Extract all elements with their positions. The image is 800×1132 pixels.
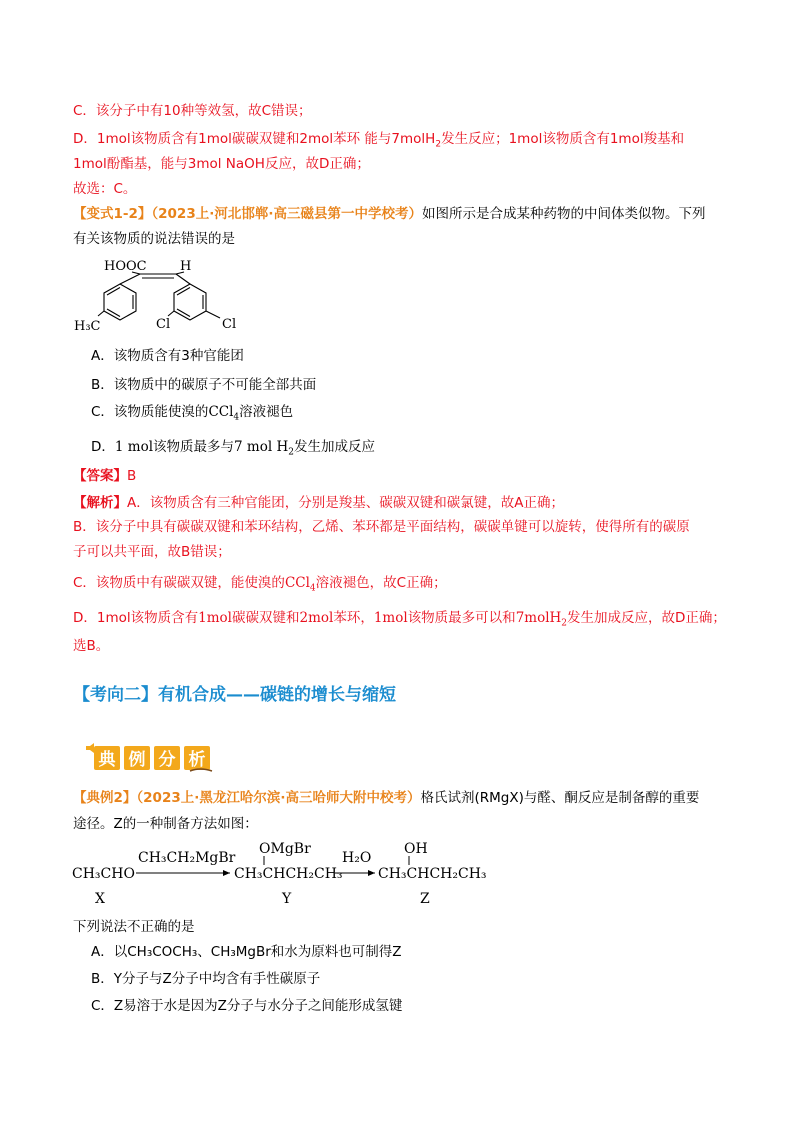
intermediate-substituent: OMgBr [259, 841, 311, 857]
svg-text:析: 析 [188, 750, 206, 770]
product-z: CH₃CHCH₂CH₃ [378, 866, 487, 882]
text-choose: 故选：C。 [73, 181, 137, 197]
example-2-stem: 【典例2】（2023上·黑龙江哈尔滨·高三哈师大附中校考）格氏试剂(RMgX)与醛、酮反应是制备醇的重要 [73, 790, 700, 806]
svg-text:分: 分 [158, 750, 176, 770]
label-z: Z [420, 891, 430, 907]
analysis-choose: 选B。 [73, 638, 110, 654]
example-2-option-c: C．Z易溶于水是因为Z分子与水分子之间能形成氢键 [91, 998, 403, 1014]
example-2-stem3: 下列说法不正确的是 [73, 919, 195, 935]
reagent-grignard: CH₃CH₂MgBr [138, 850, 236, 866]
text-d-line1: D．1mol该物质含有1mol碳碳双键和2mol苯环 能与7molH$_2$发生反应；1mol该物质含有1mol羧基和 [73, 131, 685, 150]
structure-h-label: H [180, 259, 192, 274]
question-1-2-stem2: 有关该物质的说法错误的是 [73, 231, 235, 247]
example-2-stem2: 途径。Z的一种制备方法如图： [73, 816, 258, 832]
example-2-option-a: A．以CH₃COCH₃、CH₃MgBr和水为原料也可制得Z [91, 944, 402, 960]
label-y: Y [282, 891, 292, 907]
option-d: D．1 mol该物质最多与7 mol $H_2$发生加成反应 [91, 439, 375, 458]
analysis-a: 【解析】A．该物质含有三种官能团，分别是羧基、碳碳双键和碳氯键，故A正确； [73, 495, 564, 511]
example-2-option-b: B．Y分子与Z分子中均含有手性碳原子 [91, 971, 321, 987]
reactant-x: CH₃CHO [72, 866, 135, 882]
example-analysis-badge [84, 740, 214, 774]
option-c: C．该物质能使溴的CCl$_4$溶液褪色 [91, 404, 294, 423]
structure-ch3-label: H₃C [74, 319, 101, 334]
answer-line: 【答案】B [73, 468, 137, 484]
svg-text:典: 典 [98, 750, 116, 770]
option-b: B．该物质中的碳原子不可能全部共面 [91, 377, 317, 393]
product-substituent: OH [404, 841, 428, 857]
reagent-water: H₂O [342, 850, 372, 866]
analysis-c: C．该物质中有碳碳双键，能使溴的CCl$_4$溶液褪色，故C正确； [73, 575, 447, 594]
analysis-d: D．1mol该物质含有1mol碳碳双键和2mol苯环，1mol该物质最多可以和7molH$_2$发生加成反应，故D正确； [73, 610, 726, 629]
reaction-scheme [70, 835, 500, 910]
structure-cl1-label: Cl [156, 317, 171, 332]
speaker-icon [86, 743, 94, 753]
structure-cooh-label: HOOC [104, 259, 147, 274]
text-d-line2: 1mol酚酯基，能与3mol NaOH反应，故D正确； [73, 156, 370, 172]
structure-cl2-label: Cl [222, 317, 237, 332]
option-a: A．该物质含有3种官能团 [91, 348, 244, 364]
text-c-line: C．该分子中有10种等效氢，故C错误； [73, 103, 312, 119]
svg-text:例: 例 [128, 750, 146, 770]
question-1-2-stem: 【变式1-2】（2023上·河北邯郸·高三磁县第一中学校考）如图所示是合成某种药物的中间体类似物。下列 [73, 206, 706, 222]
analysis-b2: 子可以共平面，故B错误； [73, 544, 231, 560]
analysis-b1: B．该分子中具有碳碳双键和苯环结构，乙烯、苯环都是平面结构，碳碳单键可以旋转，使得所有的碳原 [73, 519, 690, 535]
structure-diagram [70, 252, 260, 334]
intermediate-y: CH₃CHCH₂CH₃ [234, 866, 343, 882]
section-title: 【考向二】有机合成——碳链的增长与缩短 [73, 685, 396, 705]
label-x: X [95, 891, 105, 907]
